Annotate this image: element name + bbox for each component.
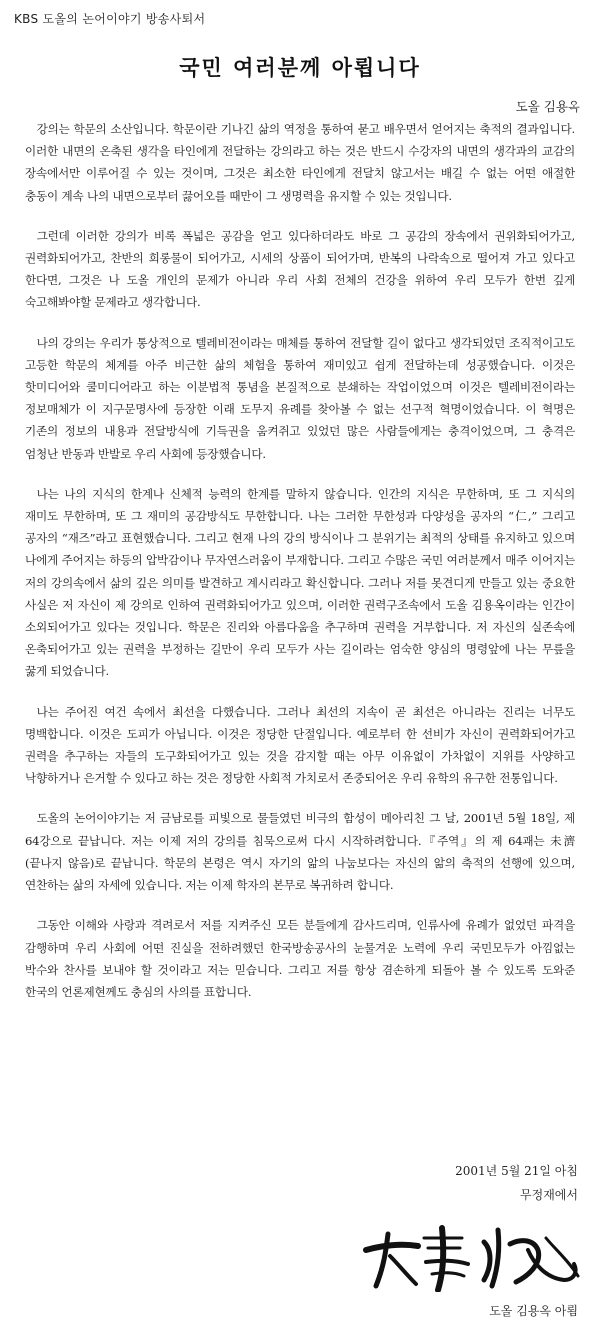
header-label: KBS 도올의 논어이야기 방송사퇴서: [14, 12, 206, 26]
closing-date: 2001년 5월 21일 아침: [455, 1164, 578, 1178]
author-byline: 도올 김용옥: [515, 99, 580, 114]
body-paragraph-4: 나는 나의 지식의 한계나 신체적 능력의 한계를 말하지 않습니다. 인간의 지식은 무한하며, 또 그 지식의 재미도 무한하며, 또 그 재미의 공감방식도 무한합니다. 나는 그러한 무한성과 다양성을 공자의 “仁,” 그리고 공자의 “재즈”라고 표현했습니다. 그리고 현재 나의 강의 방식이나 그 분위기는 최적의 상태를 유지하고 있으며 나에게 주어지는 하등의 압박감이나 무자연스러움이 부재합니다. 그리고 수많은 국민 여러분께서 매주 이어지는 저의 강의속에서 삶의 깊은 의미를 발견하고 계시리라고 확신합니다. 그러나 저를 못견디게 만들고 있는 중요한 사실은 저 자신이 제 강의로 인하여 권력화되어가고 있으며, 이러한 권력구조속에서 도올 김용옥이라는 인간이 소외되어가고 있다는 것입니다. 학문은 진리와 아름다움을 추구하며 권력을 거부합니다. 저 자신의 실존속에 온축되어가고 있는 권력을 부정하는 길만이 우리 모두가 사는 길이라는 엄숙한 양심의 명령앞에 나는 무릎을 꿇게 되었습니다.: [25, 486, 575, 679]
closing-author: 도올 김용옥 아룀: [489, 1304, 578, 1318]
body-paragraph-6: 도올의 논어이야기는 저 금남로를 피빛으로 물들였던 비극의 함성이 메아리친 그 날, 2001년 5월 18일, 제 64강으로 끝납니다. 저는 이제 저의 강의를 침묵으로써 다시 시작하려합니다.『주역』의 제 64괘는 未濟(끝나지 않음)로 끝납니다. 학문의 본령은 역시 자기의 앎의 나눔보다는 자신의 앎의 축적의 선행에 있으며, 연찬하는 삶의 자세에 있습니다. 저는 이제 학자의 본무로 복귀하려 합니다.: [25, 811, 575, 893]
body-paragraph-1: 강의는 학문의 소산입니다. 학문이란 기나긴 삶의 역정을 통하여 묻고 배우면서 얻어지는 축적의 결과입니다. 이러한 내면의 온축된 생각을 타인에게 전달하는 강의라고 하는 것은 반드시 수강자의 내면의 생각과의 교감의 장속에서만 이루어질 수 있는 것이며, 그것은 최소한 타인에게 전달치 않고서는 배길 수 없는 어떤 애절한 충동이 계속 나의 내면으로부터 끓어오를 때만이 그 생명력을 유지할 수 있는 것입니다.: [25, 122, 575, 203]
body-paragraph-3: 나의 강의는 우리가 통상적으로 텔레비전이라는 매체를 통하여 전달할 길이 없다고 생각되었던 조직적이고도 고등한 학문의 체계를 아주 비근한 삶의 체험을 통하여 재미있고 쉽게 전달하는데 성공했습니다. 이것은 핫미디어와 쿨미디어라고 하는 이분법적 통념을 본질적으로 분쇄하는 작업이었으며 이것은 텔레비전이라는 정보매체가 이 지구문명사에 등장한 이래 도무지 유례를 찾아볼 수 없는 선구적 혁명이었습니다. 이 혁명은 기존의 정보의 내용과 전달방식에 기득권을 움켜쥐고 있었던 많은 사람들에게는 충격이었으며, 그 충격은 엄청난 반동과 반발로 우리 사회에 등장했습니다.: [25, 335, 575, 461]
letter-title: 국민 여러분께 아룁니다: [179, 56, 421, 80]
body-paragraph-7: 그동안 이해와 사랑과 격려로서 저를 지켜주신 모든 분들에게 감사드리며, 인류사에 유례가 없었던 파격을 감행하며 우리 사회에 어떤 진실을 전하려했던 한국방송공사의 눈물겨운 노력에 우리 국민모두가 아낌없는 박수와 찬사를 보내야 할 것이라고 저는 믿습니다. 그리고 저를 항상 겸손하게 되돌아 볼 수 있도록 도와준 한국의 언론제현께도 충심의 사의를 표합니다.: [25, 918, 575, 999]
letter-body: [25, 118, 575, 1003]
closing-place: 무정재에서: [520, 1188, 578, 1202]
body-paragraph-5: 나는 주어진 여건 속에서 최선을 다했습니다. 그러나 최선의 지속이 곧 최선은 아니라는 진리는 너무도 명백합니다. 이것은 도피가 아닙니다. 이것은 정당한 단절입니다. 예로부터 한 선비가 자신이 권력화되어가고 권력을 추구하는 자들의 도구화되어가고 있는 것을 감지할 때는 아무 이유없이 가차없이 지위를 사양하고 낙향하거나 은거할 수 있다고 하는 것은 정당한 사회적 가치로서 존중되어온 우리 유학의 유구한 전통입니다.: [25, 704, 575, 786]
body-paragraph-2: 그런데 이러한 강의가 비록 폭넓은 공감을 얻고 있다하더라도 바로 그 공감의 장속에서 권위화되어가고, 권력화되어가고, 찬반의 희롱물이 되어가고, 시세의 상품이 되어가며, 반복의 나락속으로 떨어져 가고 있다고 한다면, 그것은 나 도올 개인의 문제가 아니라 우리 사회 전체의 건강을 위하여 우리 모두가 한번 깊게 숙고해봐야할 문제라고 생각합니다.: [25, 228, 575, 310]
calligraphy-signature: [358, 1220, 583, 1292]
